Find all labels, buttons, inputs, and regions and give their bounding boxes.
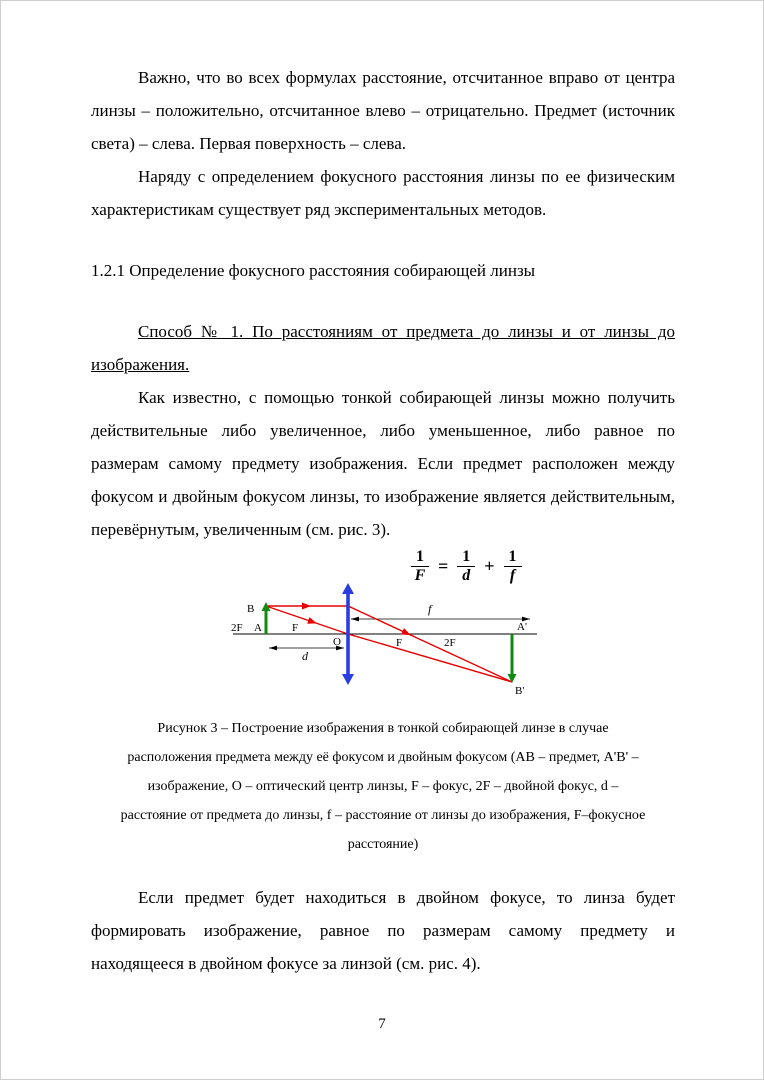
equals-sign: = [438, 556, 449, 577]
numerator: 1 [504, 548, 522, 567]
paragraph-lens-description: Как известно, с помощью тонкой собирающей линзы можно получить действительные либо увеличенное, либо уменьшенное, либо равное по размерам самому предмету изображения. Если предмет расположен между фокусом и двойным фокусом линзы, то изображение является действительным, перевёрнутым, увеличенным (см. рис. 3). [91, 388, 675, 539]
label-image-top-B-prime: B' [515, 685, 525, 697]
ray-direction-arrow-top [302, 603, 311, 610]
label-double-focus-right: 2F [444, 637, 456, 649]
denominator: F [414, 567, 426, 585]
thin-lens-formula [411, 548, 522, 586]
lens-ray-diagram [230, 582, 540, 704]
lens-arrowhead-top [342, 583, 354, 594]
label-focus-left: F [292, 622, 299, 634]
numerator: 1 [457, 548, 475, 567]
label-image-base-A-prime: A' [517, 621, 527, 633]
method-title-underlined-text: Способ № 1. По расстояниям от предмета до линзы и от линзы до изображения. [91, 322, 675, 374]
caption-line: изображение, О – оптический центр линзы, F – фокус, 2F – двойной фокус, d – [147, 779, 619, 794]
fraction-one-over-f [504, 548, 522, 586]
f-dimension-arrow-left [351, 617, 359, 622]
denominator: f [509, 567, 516, 585]
caption-line: расположения предмета между её фокусом и двойным фокусом (АВ – предмет, А'В' – [127, 750, 639, 765]
numerator: 1 [411, 548, 429, 567]
caption-line: расстояние) [347, 837, 419, 852]
paragraph-double-focus: Если предмет будет находиться в двойном фокусе, то линза будет формировать изображение, равное по размерам самому предмету и находящееся в двойном фокусе за линзой (см. рис. 4). [91, 888, 675, 973]
d-dimension-arrow-left [269, 646, 277, 651]
fraction-one-over-F [411, 548, 429, 586]
plus-sign: + [484, 556, 495, 577]
lens-arrowhead-bottom [342, 674, 354, 685]
fraction-one-over-d [457, 548, 475, 586]
label-object-distance-d: d [302, 649, 308, 663]
method-title [91, 315, 675, 381]
figure-3-caption [91, 714, 675, 859]
label-image-distance-f: f [428, 602, 432, 616]
label-object-base-A: A [254, 622, 262, 634]
ray-direction-arrow-center [307, 617, 318, 627]
page-number: 7 [378, 1016, 386, 1032]
label-optical-center-O: O [333, 636, 341, 648]
ray-direction-arrow-refracted [401, 628, 412, 638]
section-heading: 1.2.1 Определение фокусного расстояния собирающей линзы [91, 261, 536, 280]
label-double-focus-left: 2F [231, 622, 243, 634]
paragraph-methods-intro: Наряду с определением фокусного расстояния линзы по ее физическим характеристикам существует ряд экспериментальных методов. [91, 167, 675, 219]
ray-through-optical-center [266, 606, 512, 682]
denominator: d [462, 567, 471, 585]
caption-line: расстояние от предмета до линзы, f – расстояние от линзы до изображения, F–фокусное [120, 808, 646, 823]
label-object-top-B: B [247, 603, 255, 615]
label-focus-right: F [396, 637, 403, 649]
paragraph-sign-convention: Важно, что во всех формулах расстояние, отсчитанное вправо от центра линзы – положительно, отсчитанное влево – отрицательно. Предмет (источник света) – слева. Первая поверхность – слева. [91, 68, 675, 153]
caption-line: Рисунок 3 – Построение изображения в тонкой собирающей линзе в случае [157, 721, 609, 736]
figure-3-area [91, 546, 677, 704]
